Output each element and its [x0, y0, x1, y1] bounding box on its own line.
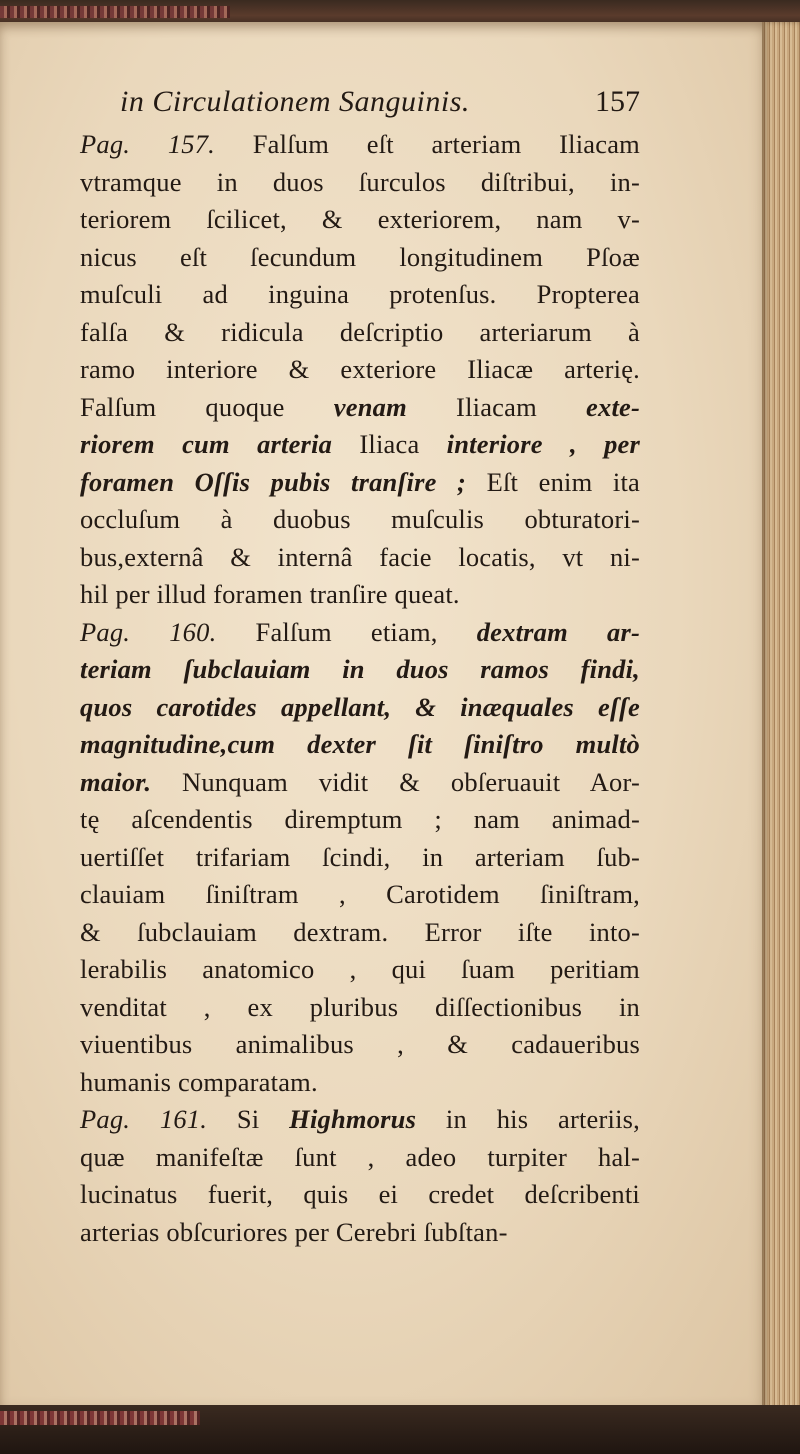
- text-run: humanis comparatam.: [80, 1066, 318, 1097]
- italic-quote: quos carotides appellant, & inæquales eſſe: [80, 691, 640, 722]
- text-run: clauiam ſiniſtram , Carotidem ſiniſtram,: [80, 879, 640, 909]
- text-line: [80, 689, 640, 727]
- book-bottom-edge: [0, 1405, 800, 1454]
- text-run: quæ manifeſtæ ſunt , adeo turpiter hal-: [80, 1141, 640, 1172]
- text-run: occluſum à duobus muſculis obturatori-: [80, 504, 640, 534]
- text-line: [80, 1101, 640, 1139]
- text-run: & ſubclauiam dextram. Error iſte into-: [80, 916, 640, 947]
- text-run: Iliacam: [406, 391, 587, 422]
- text-line: [80, 501, 640, 539]
- text-run: tę aſcendentis diremptum ; nam animad-: [80, 804, 640, 834]
- running-head: [80, 78, 640, 126]
- text-run: arterias obſcuriores per Cerebri ſubſtan-: [80, 1216, 508, 1247]
- text-run: Si: [207, 1104, 290, 1134]
- text-run: Falſum quoque: [80, 391, 334, 422]
- text-line: [80, 1064, 640, 1102]
- text-line: [80, 839, 640, 877]
- text-run: lerabilis anatomico , qui ſuam peritiam: [80, 954, 640, 984]
- text-run: hil per illud foramen tranſire queat.: [80, 579, 460, 609]
- text-run: uertiſſet trifariam ſcindi, in arteriam ſub-: [80, 841, 640, 872]
- text-line: [80, 239, 640, 277]
- text-run: venditat , ex pluribus diſſectionibus in: [80, 991, 640, 1022]
- body-text: [80, 126, 640, 1251]
- text-run: ramo interiore & exteriore Iliacæ arterię.: [80, 354, 640, 384]
- text-line: [80, 464, 640, 502]
- text-line: [80, 614, 640, 652]
- text-line: [80, 1139, 640, 1177]
- page-reference: Pag. 157.: [80, 129, 216, 159]
- text-line: [80, 651, 640, 689]
- text-run: Falſum etiam,: [216, 616, 477, 647]
- page-reference: Pag. 160.: [80, 616, 217, 647]
- running-head-title: in Circulationem Sanguinis.: [120, 85, 470, 118]
- text-run: Falſum eſt arteriam Iliacam: [215, 129, 640, 159]
- text-line: [80, 1026, 640, 1064]
- text-line: [80, 726, 640, 764]
- text-line: [80, 426, 640, 464]
- text-run: in his arteriis,: [416, 1104, 641, 1134]
- page-reference: Pag. 161.: [80, 1104, 208, 1134]
- text-line: [80, 1214, 640, 1252]
- headband-stitching: [0, 6, 230, 18]
- page-number: 157: [595, 85, 640, 118]
- italic-quote: foramen Oſſis pubis tranſire ;: [80, 466, 467, 497]
- text-line: [80, 989, 640, 1027]
- tailband-stitching: [0, 1411, 200, 1425]
- text-run: Iliaca: [332, 429, 447, 459]
- text-run: bus,externâ & internâ facie locatis, vt ni-: [80, 541, 640, 572]
- page-edges: [762, 22, 800, 1412]
- italic-quote: magnitudine,cum dexter ſit ſiniſtro multò: [80, 729, 640, 759]
- text-line: [80, 164, 640, 202]
- text-line: [80, 876, 640, 914]
- text-line: [80, 389, 640, 427]
- italic-quote: venam: [333, 391, 407, 422]
- text-line: [80, 126, 640, 164]
- text-line: [80, 764, 640, 802]
- text-line: [80, 576, 640, 614]
- text-line: [80, 801, 640, 839]
- italic-quote: exte-: [586, 391, 640, 422]
- text-line: [80, 314, 640, 352]
- text-run: Eſt enim ita: [466, 466, 640, 497]
- text-line: [80, 276, 640, 314]
- text-run: vtramque in duos ſurculos diſtribui, in-: [80, 166, 640, 197]
- text-block: [80, 78, 640, 1251]
- text-run: muſculi ad inguina protenſus. Propterea: [80, 279, 640, 309]
- text-run: nicus eſt ſecundum longitudinem Pſoæ: [80, 241, 640, 272]
- text-run: Nunquam vidit & obſeruauit Aor-: [151, 766, 640, 797]
- italic-quote: dextram ar-: [476, 616, 640, 647]
- text-run: viuentibus animalibus , & cadaueribus: [80, 1029, 640, 1059]
- text-line: [80, 539, 640, 577]
- text-line: [80, 951, 640, 989]
- text-line: [80, 201, 640, 239]
- text-run: falſa & ridicula deſcriptio arteriarum à: [80, 316, 640, 347]
- italic-quote: teriam ſubclauiam in duos ramos findi,: [80, 654, 640, 684]
- text-line: [80, 914, 640, 952]
- text-line: [80, 351, 640, 389]
- text-run: lucinatus fuerit, quis ei credet deſcribenti: [80, 1179, 640, 1209]
- italic-quote: riorem cum arteria: [80, 429, 333, 459]
- italic-quote: interiore , per: [446, 429, 640, 459]
- text-line: [80, 1176, 640, 1214]
- italic-quote: maior.: [80, 766, 152, 797]
- text-run: teriorem ſcilicet, & exteriorem, nam v-: [80, 204, 640, 234]
- italic-quote: Highmorus: [289, 1104, 417, 1134]
